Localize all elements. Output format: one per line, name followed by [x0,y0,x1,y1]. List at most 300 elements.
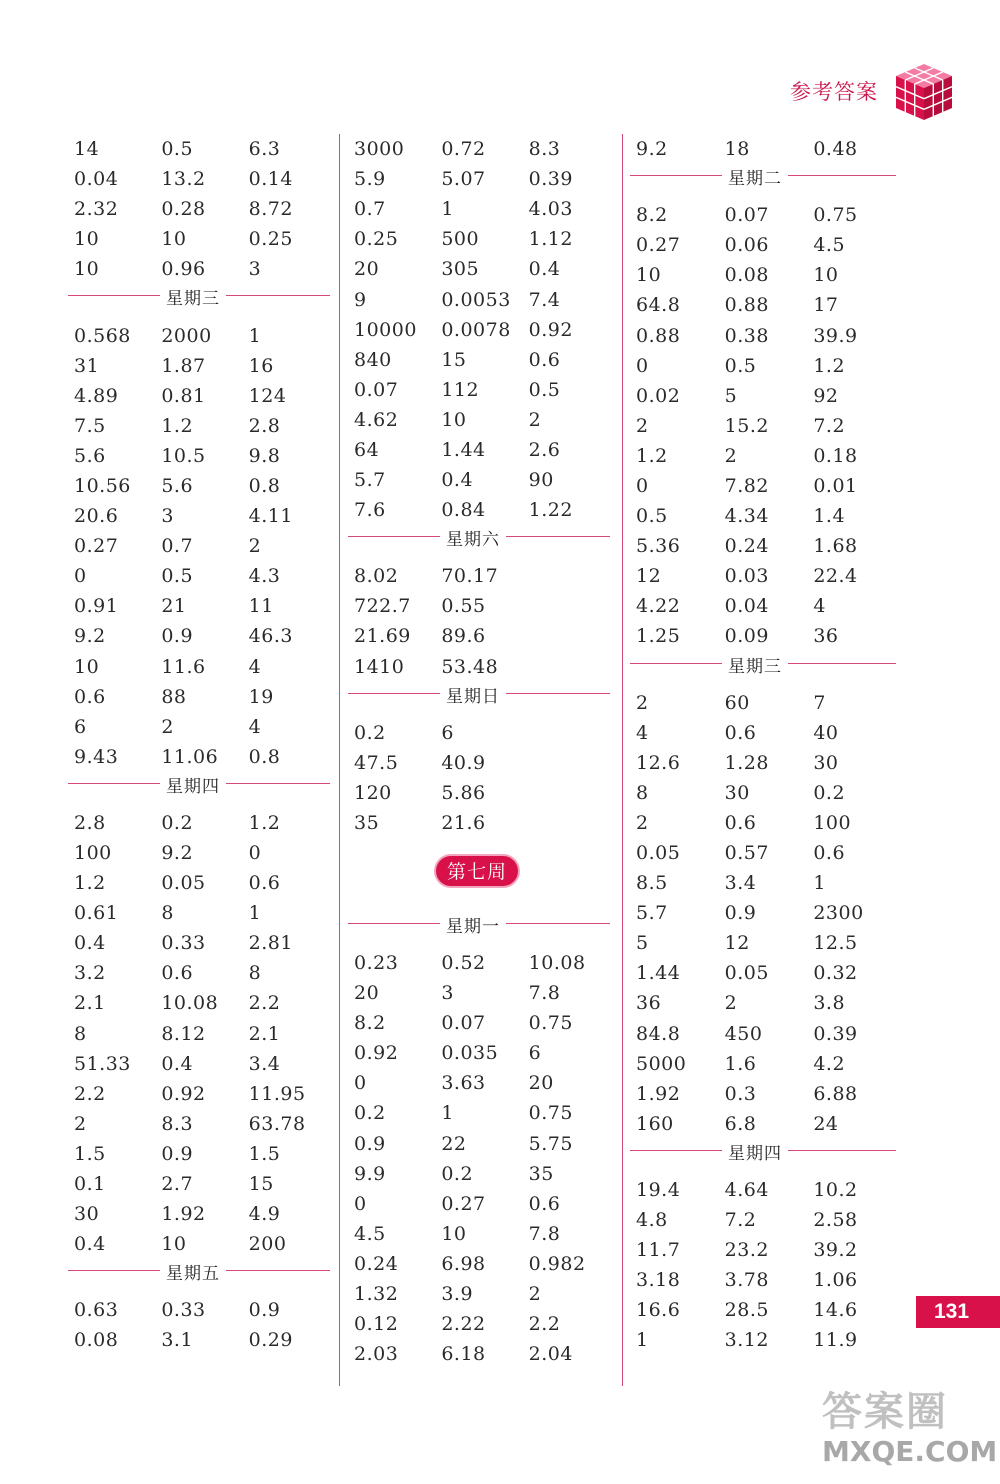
answer-value: 0.88 [724,294,769,317]
answer-value: 0.92 [161,1082,206,1105]
day-section-header [348,682,610,718]
answer-row [348,405,610,435]
answer-value: 36 [636,992,662,1015]
answer-value: 3.78 [724,1269,769,1292]
answer-value: 30 [74,1203,100,1226]
header-title: 参考答案 [790,80,878,104]
answer-value: 22 [441,1132,467,1155]
answer-row [630,1175,896,1205]
answer-row [348,345,610,375]
answer-row [630,591,896,621]
answer-value: 0.6 [528,1192,561,1215]
answer-value: 1 [248,324,262,347]
answer-value: 0.9 [354,1132,386,1155]
answer-value: 9.8 [248,444,281,467]
answer-value: 10 [441,1222,467,1245]
answer-value: 4.03 [528,198,573,221]
answer-value: 2.58 [813,1209,858,1232]
answer-value: 4.64 [724,1178,769,1201]
answer-value: 12 [636,565,662,588]
answer-value: 0.4 [74,932,106,955]
answer-value: 120 [354,781,392,804]
answer-value: 0.27 [441,1192,486,1215]
answer-row [348,591,610,621]
answer-value: 1.32 [354,1283,399,1306]
answer-row [68,164,330,194]
day-label: 星期一 [440,912,506,937]
answer-value: 4.89 [74,384,119,407]
answer-value: 0 [354,1192,367,1215]
answer-value: 0.27 [74,535,119,558]
answer-value: 1.12 [528,228,573,251]
answer-value: 70.17 [441,565,499,588]
answer-value: 64.8 [636,294,681,317]
answer-value: 0.33 [161,1299,206,1322]
answer-value: 5.9 [354,168,386,191]
answer-row [630,1109,896,1139]
answer-value: 4.62 [354,408,399,431]
answer-value: 0.1 [74,1173,106,1196]
answer-row [348,1189,610,1219]
day-label: 星期三 [722,652,788,677]
answer-value: 0.5 [161,138,194,161]
answer-value: 0.07 [441,1012,486,1035]
answer-value: 8 [636,781,649,804]
answer-value: 40 [813,721,839,744]
answer-row [68,928,330,958]
answer-value: 2 [248,535,262,558]
answer-value: 9.2 [74,625,106,648]
answer-row [68,652,330,682]
answer-value: 35 [354,811,380,834]
answer-row [630,471,896,501]
answer-value: 5.36 [636,535,681,558]
answer-value: 11.06 [161,745,219,768]
answer-value: 2 [724,444,738,467]
answer-value: 500 [441,228,480,251]
answer-value: 0.96 [161,258,206,281]
answer-row [68,320,330,350]
day-section-header [68,1259,330,1295]
watermark-logo-text: 答案圈 [822,1389,948,1435]
answer-value: 0.24 [724,535,769,558]
answer-value: 28.5 [724,1299,769,1322]
answer-value: 12.5 [813,932,858,955]
answer-value: 15.2 [724,414,769,437]
answer-value: 92 [813,384,839,407]
answer-row [68,1049,330,1079]
answer-value: 31 [74,354,100,377]
answer-value: 3.8 [813,992,846,1015]
answer-value: 2.1 [248,1022,281,1045]
answer-value: 8.02 [354,565,399,588]
answer-value: 722.7 [354,595,411,618]
answer-value: 5.7 [354,469,386,492]
answer-value: 2 [636,414,649,437]
answer-value: 8.3 [161,1112,194,1135]
answer-value: 3.2 [74,962,106,985]
answer-value: 0.5 [724,354,757,377]
answer-value: 0.0053 [441,288,511,311]
answer-value: 4.11 [248,505,293,528]
answer-value: 12.6 [636,751,681,774]
answer-value: 0.72 [441,138,486,161]
answer-value: 11.7 [636,1239,681,1262]
answer-row [630,928,896,958]
answer-value: 51.33 [74,1052,131,1075]
answer-column-3 [630,134,896,1355]
answer-value: 1.5 [248,1142,281,1165]
answer-value: 0.27 [636,234,681,257]
answer-row [630,1079,896,1109]
answer-value: 0.5 [161,565,194,588]
answer-value: 124 [248,384,287,407]
answer-value: 10 [74,228,100,251]
day-label: 星期六 [440,525,506,550]
answer-value: 0.09 [724,625,769,648]
answer-value: 11.95 [248,1082,306,1105]
answer-row [630,808,896,838]
column-divider [622,134,623,1386]
answer-value: 20 [354,982,380,1005]
answer-value: 1 [248,902,262,925]
answer-value: 11 [248,595,274,618]
answer-value: 0.32 [813,962,858,985]
answer-value: 0.61 [74,902,119,925]
answer-value: 2.8 [74,811,106,834]
answer-value: 2.04 [528,1343,573,1366]
answer-value: 2000 [161,324,212,347]
answer-value: 0.982 [528,1252,586,1275]
answer-value: 17 [813,294,839,317]
answer-value: 0.38 [724,324,769,347]
day-section-header [348,912,610,948]
answer-row [348,134,610,164]
answer-value: 60 [724,691,750,714]
answer-value: 0.84 [441,499,486,522]
answer-row [68,351,330,381]
answer-value: 0.0078 [441,318,511,341]
answer-value: 0.04 [74,168,119,191]
day-section-header [630,1139,896,1175]
answer-value: 0.035 [441,1042,499,1065]
answer-value: 9.43 [74,745,119,768]
answer-value: 1.22 [528,499,573,522]
day-section-header [348,525,610,561]
answer-row [68,381,330,411]
answer-value: 2300 [813,902,864,925]
answer-row [68,958,330,988]
answer-value: 1.92 [161,1203,206,1226]
answer-row [630,1205,896,1235]
answer-value: 0 [248,842,262,865]
answer-value: 22.4 [813,565,858,588]
day-label: 星期四 [160,772,226,797]
answer-row [348,465,610,495]
answer-row [630,1019,896,1049]
day-label: 星期三 [160,284,226,309]
answer-value: 4.22 [636,595,681,618]
day-section-header [68,284,330,320]
answer-row [630,441,896,471]
answer-value: 0.05 [724,962,769,985]
answer-value: 0.91 [74,595,119,618]
answer-value: 8.3 [528,138,561,161]
answer-value: 0.9 [161,1142,194,1165]
answer-value: 10.08 [161,992,219,1015]
answer-value: 0.9 [724,902,757,925]
watermark-url: MXQE.COM [822,1435,998,1468]
answer-value: 10.2 [813,1178,858,1201]
answer-value: 7.6 [354,499,386,522]
answer-value: 4.2 [813,1052,846,1075]
answer-value: 10 [161,228,187,251]
answer-value: 8.2 [354,1012,386,1035]
answer-row [68,411,330,441]
answer-value: 5 [636,932,649,955]
answer-value: 8 [161,902,174,925]
answer-value: 1.25 [636,625,681,648]
answer-value: 4.5 [354,1222,386,1245]
answer-row [630,320,896,350]
answer-value: 9.2 [161,842,194,865]
answer-value: 0.05 [636,842,681,865]
answer-row [348,561,610,591]
answer-value: 20.6 [74,505,119,528]
answer-value: 305 [441,258,480,281]
answer-row [68,808,330,838]
answer-value: 0.57 [724,842,769,865]
answer-row [630,381,896,411]
answer-value: 36 [813,625,839,648]
answer-value: 10 [74,655,100,678]
answer-value: 0.2 [354,1102,386,1125]
answer-value: 19.4 [636,1178,681,1201]
answer-row [68,1169,330,1199]
answer-value: 1 [636,1329,649,1352]
answer-value: 2 [161,715,174,738]
answer-row [68,1139,330,1169]
answer-value: 0.2 [161,811,194,834]
answer-value: 0.29 [248,1329,293,1352]
answer-value: 0.568 [74,324,131,347]
answer-value: 30 [724,781,750,804]
answer-row [348,435,610,465]
answer-value: 0.04 [724,595,769,618]
answer-value: 0.8 [248,745,281,768]
answer-row [68,988,330,1018]
answer-value: 10 [74,258,100,281]
answer-row [348,748,610,778]
answer-value: 5.86 [441,781,486,804]
answer-row [630,1325,896,1355]
answer-value: 4 [248,715,262,738]
answer-value: 1.2 [636,444,668,467]
answer-value: 10 [813,264,839,287]
answer-value: 2.6 [528,438,561,461]
answer-value: 0.9 [161,625,194,648]
answer-value: 64 [354,438,380,461]
answer-value: 0.75 [813,204,858,227]
answer-row [348,254,610,284]
answer-row [68,531,330,561]
answer-row [630,531,896,561]
day-section-header [630,164,896,200]
answer-value: 1.68 [813,535,858,558]
page-header [780,62,960,122]
answer-row [348,224,610,254]
answer-value: 2.8 [248,414,281,437]
answer-value: 0.02 [636,384,681,407]
answer-value: 0.4 [74,1233,106,1256]
answer-value: 0.39 [813,1022,858,1045]
answer-value: 16 [248,354,274,377]
answer-value: 2.2 [74,1082,106,1105]
answer-value: 4 [636,721,649,744]
answer-row [348,808,610,838]
answer-value: 1.4 [813,505,846,528]
answer-value: 5.07 [441,168,486,191]
answer-row [348,1249,610,1279]
answer-value: 0.07 [724,204,769,227]
answer-value: 1410 [354,655,405,678]
answer-value: 7.2 [724,1209,757,1232]
answer-row [348,164,610,194]
answer-value: 0.3 [724,1082,757,1105]
answer-value: 1.92 [636,1082,681,1105]
answer-value: 8.72 [248,198,293,221]
answer-row [630,868,896,898]
answer-value: 89.6 [441,625,486,648]
answer-value: 0.05 [161,872,206,895]
answer-row [348,495,610,525]
day-section-header [68,772,330,808]
answer-row [630,290,896,320]
answer-value: 1.2 [161,414,194,437]
answer-value: 0.92 [354,1042,399,1065]
answer-value: 0.75 [528,1012,573,1035]
answer-value: 0.9 [248,1299,281,1322]
answer-value: 0.5 [636,505,668,528]
day-label: 星期五 [160,1259,226,1284]
answer-value: 3 [161,505,174,528]
answer-value: 0.2 [813,781,846,804]
answer-value: 5.6 [74,444,106,467]
watermark [822,1389,998,1468]
answer-value: 100 [74,842,112,865]
answer-value: 0.14 [248,168,293,191]
answer-row [630,200,896,230]
answer-row [68,254,330,284]
answer-value: 8 [248,962,262,985]
answer-value: 47.5 [354,751,399,774]
answer-value: 10 [161,1233,187,1256]
answer-row [630,958,896,988]
answer-row [630,230,896,260]
answer-value: 1.5 [74,1142,106,1165]
answer-row [68,561,330,591]
answer-row [348,1339,610,1369]
answer-value: 0.12 [354,1313,399,1336]
answer-value: 8 [74,1022,87,1045]
answer-row [68,712,330,742]
answer-value: 21.6 [441,811,486,834]
answer-value: 0.7 [354,198,386,221]
answer-value: 0.03 [724,565,769,588]
answer-row [68,134,330,164]
answer-value: 200 [248,1233,287,1256]
answer-value: 0.6 [528,348,561,371]
answer-value: 10 [441,408,467,431]
answer-row [630,134,896,164]
answer-value: 0.33 [161,932,206,955]
answer-value: 10.5 [161,444,206,467]
answer-row [630,621,896,651]
answer-row [348,1008,610,1038]
answer-value: 10 [636,264,662,287]
answer-value: 0.6 [74,685,106,708]
answer-row [348,315,610,345]
answer-value: 4.9 [248,1203,281,1226]
answer-value: 0.06 [724,234,769,257]
answer-row [630,778,896,808]
answer-row [68,591,330,621]
answer-value: 10.08 [528,952,586,975]
answer-value: 1.6 [724,1052,757,1075]
answer-row [348,621,610,651]
answer-value: 0.24 [354,1252,399,1275]
answer-value: 7.5 [74,414,106,437]
answer-value: 0.4 [161,1052,194,1075]
answer-value: 1.44 [636,962,681,985]
answer-row [348,718,610,748]
answer-value: 0 [74,565,87,588]
answer-value: 7.4 [528,288,561,311]
answer-row [68,682,330,712]
answer-value: 2.2 [528,1313,561,1336]
answer-value: 4 [813,595,826,618]
answer-value: 4.8 [636,1209,668,1232]
answer-value: 6 [528,1042,542,1065]
answer-value: 0.52 [441,952,486,975]
answer-row [630,501,896,531]
answer-value: 6.98 [441,1252,486,1275]
answer-value: 1.87 [161,354,206,377]
answer-value: 39.2 [813,1239,858,1262]
answer-value: 1.28 [724,751,769,774]
answer-value: 1.06 [813,1269,858,1292]
answer-row [68,1325,330,1355]
answer-value: 21.69 [354,625,411,648]
answer-value: 840 [354,348,392,371]
answer-value: 0.8 [248,474,281,497]
answer-value: 5 [724,384,738,407]
answer-value: 0.5 [528,378,561,401]
week-heading [348,838,610,912]
answer-value: 7 [813,691,826,714]
answer-value: 1.2 [248,811,281,834]
answer-value: 100 [813,811,852,834]
answer-row [630,718,896,748]
answer-row [630,411,896,441]
answer-row [348,1159,610,1189]
answer-value: 4.3 [248,565,281,588]
answer-value: 0.4 [441,469,474,492]
answer-row [68,1019,330,1049]
answer-value: 20 [528,1072,554,1095]
answer-value: 3.12 [724,1329,769,1352]
answer-value: 16.6 [636,1299,681,1322]
